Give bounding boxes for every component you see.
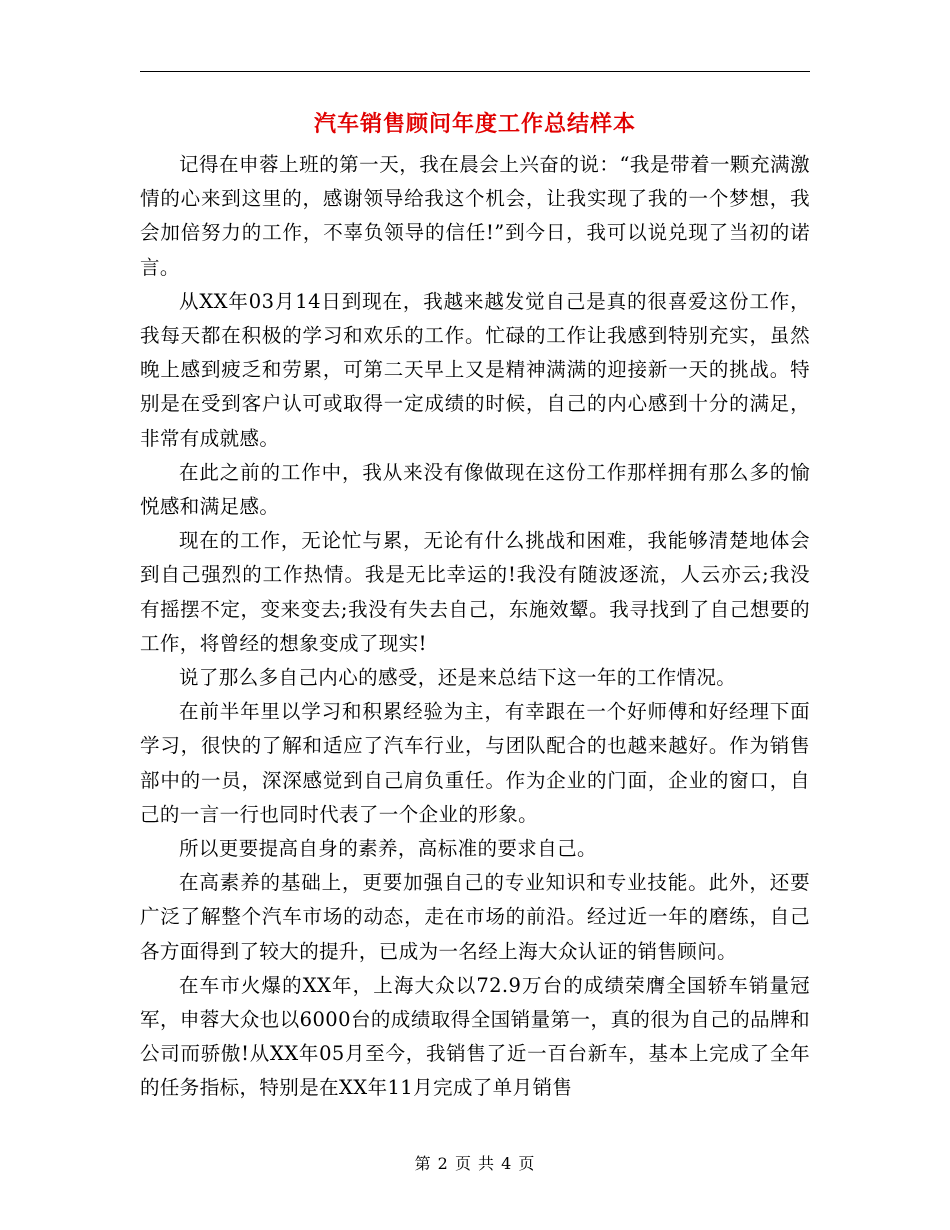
paragraph-6: 在前半年里以学习和积累经验为主，有幸跟在一个好师傅和好经理下面学习，很快的了解和适应了汽车行业，与团队配合的也越来越好。作为销售部中的一员，深深感觉到自己肩负重任。作为企业的门面，企业的窗口，自己的一言一行也同时代表了一个企业的形象。 [140,700,810,826]
paragraph-5: 说了那么多自己内心的感受，还是来总结下这一年的工作情况。 [179,666,737,690]
page-number-footer: 第 2 页 共 4 页 [414,1154,536,1173]
paragraph-8: 在高素养的基础上，更要加强自己的专业知识和专业技能。此外，还要广泛了解整个汽车市场的动态，走在市场的前沿。经过近一年的磨练，自己各方面得到了较大的提升，已成为一名经上海大众认证的销售顾问。 [140,871,810,963]
paragraph-4: 现在的工作，无论忙与累，无论有什么挑战和困难，我能够清楚地体会到自己强烈的工作热情。我是无比幸运的!我没有随波逐流，人云亦云;我没有摇摆不定，变来变去;我没有失去自己，东施效颦。我寻找到了自己想要的工作，将曾经的想象变成了现实! [140,529,810,655]
paragraph-2: 从XX年03月14日到现在，我越来越发觉自己是真的很喜爱这份工作，我每天都在积极的学习和欢乐的工作。忙碌的工作让我感到特别充实，虽然晚上感到疲乏和劳累，可第二天早上又是精神满满的迎接新一天的挑战。特别是在受到客户认可或取得一定成绩的时候，自己的内心感到十分的满足，非常有成就感。 [140,289,810,450]
paragraph-7: 所以更要提高自身的素养，高标准的要求自己。 [179,837,597,861]
document-body [140,148,810,1106]
document-title: 汽车销售顾问年度工作总结样本 [313,112,636,137]
paragraph-3: 在此之前的工作中，我从来没有像做现在这份工作那样拥有那么多的愉悦感和满足感。 [140,460,810,519]
header-rule [140,71,810,72]
paragraph-9: 在车市火爆的XX年，上海大众以72.9万台的成绩荣膺全国轿车销量冠军，申蓉大众也以6000台的成绩取得全国销量第一，真的很为自己的品牌和公司而骄傲!从XX年05月至今，我销售了近一百台新车，基本上完成了全年的任务指标，特别是在XX年11月完成了单月销售 [140,973,810,1100]
paragraph-1: 记得在申蓉上班的第一天，我在晨会上兴奋的说：“我是带着一颗充满激情的心来到这里的，感谢领导给我这个机会，让我实现了我的一个梦想，我会加倍努力的工作，不辜负领导的信任!”到今日，我可以说兑现了当初的诺言。 [140,153,810,279]
